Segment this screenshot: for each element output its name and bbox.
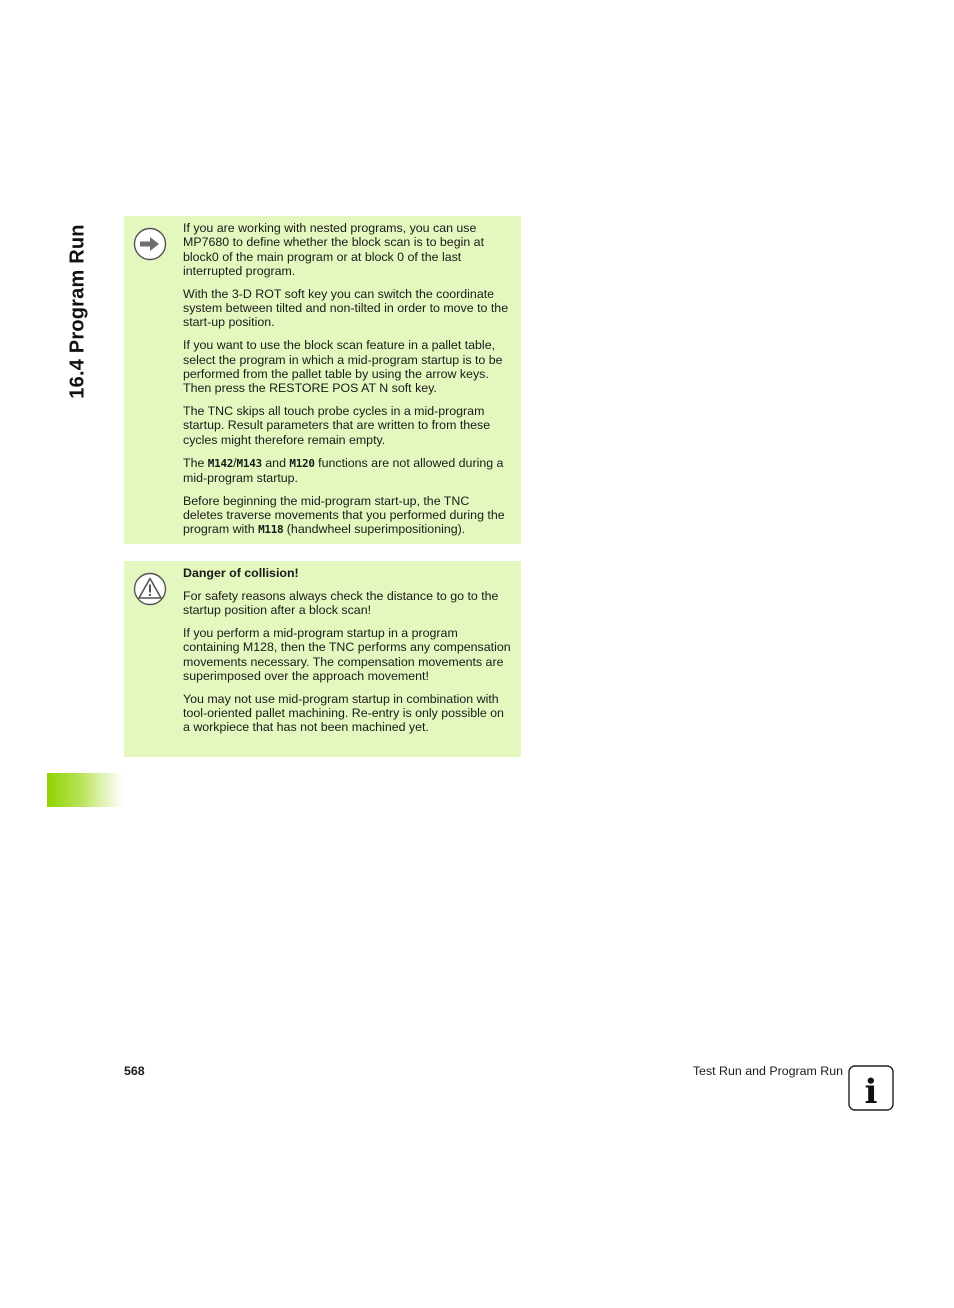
warning-heading-text: Danger of collision! xyxy=(183,566,299,580)
warning-paragraph: For safety reasons always check the distance to go to the startup position after a block scan! xyxy=(183,588,499,618)
text: (handwheel superimpositioning). xyxy=(283,522,466,537)
tip-note xyxy=(124,216,521,544)
tip-note-body xyxy=(183,221,511,546)
section-title-text: 16.4 Program Run xyxy=(66,223,89,399)
footer-chapter-title: Test Run and Program Run xyxy=(692,1064,843,1078)
text: functions are not allowed during a mid-program startup. xyxy=(183,455,504,485)
warning-triangle-icon xyxy=(133,572,167,606)
tip-paragraph xyxy=(183,456,511,486)
page-number: 568 xyxy=(124,1064,145,1078)
info-icon[interactable] xyxy=(848,1065,894,1111)
code-m143: M143 xyxy=(236,456,262,470)
text: and xyxy=(261,455,290,470)
text: The xyxy=(183,455,208,470)
warning-heading xyxy=(183,566,511,580)
text: Before beginning the mid-program start-up, the TNC deletes traverse movements that you performed during the program with xyxy=(183,493,505,537)
code-m118: M118 xyxy=(258,523,284,537)
code-m120: M120 xyxy=(289,456,315,470)
warning-paragraph: You may not use mid-program startup in combination with tool-oriented pallet machining. Re-entry is only possible on a workpiece that has not been machined yet. xyxy=(183,691,504,735)
tip-paragraph: If you want to use the block scan feature in a pallet table, select the program in which a mid-program startup is to be performed from the pallet table by using the arrow keys. Then press the RESTORE POS AT N soft key. xyxy=(183,338,503,396)
code-m142: M142 xyxy=(207,456,234,470)
section-title xyxy=(58,214,98,408)
warning-paragraph: If you perform a mid-program startup in a program containing M128, then the TNC performs any compensation movements necessary. The compensation movements are superimposed over the approach movement! xyxy=(183,626,511,683)
chapter-tab xyxy=(47,773,123,807)
tip-paragraph xyxy=(183,494,511,538)
tip-paragraph: The TNC skips all touch probe cycles in a mid-program startup. Result parameters that are written to from these cycles might therefore remain empty. xyxy=(183,404,491,447)
warning-note xyxy=(124,561,521,757)
info-icon-letter: i xyxy=(864,1072,878,1111)
text: / xyxy=(233,455,237,470)
warning-note-body xyxy=(183,566,511,743)
tip-paragraph: If you are working with nested programs, you can use MP7680 to define whether the block scan is to begin at block0 of the main program or at block 0 of the last interrupted program. xyxy=(183,221,485,278)
tip-paragraph: With the 3-D ROT soft key you can switch the coordinate system between tilted and non-tilted in order to move to the start-up position. xyxy=(183,286,509,330)
arrow-right-icon xyxy=(133,227,167,261)
